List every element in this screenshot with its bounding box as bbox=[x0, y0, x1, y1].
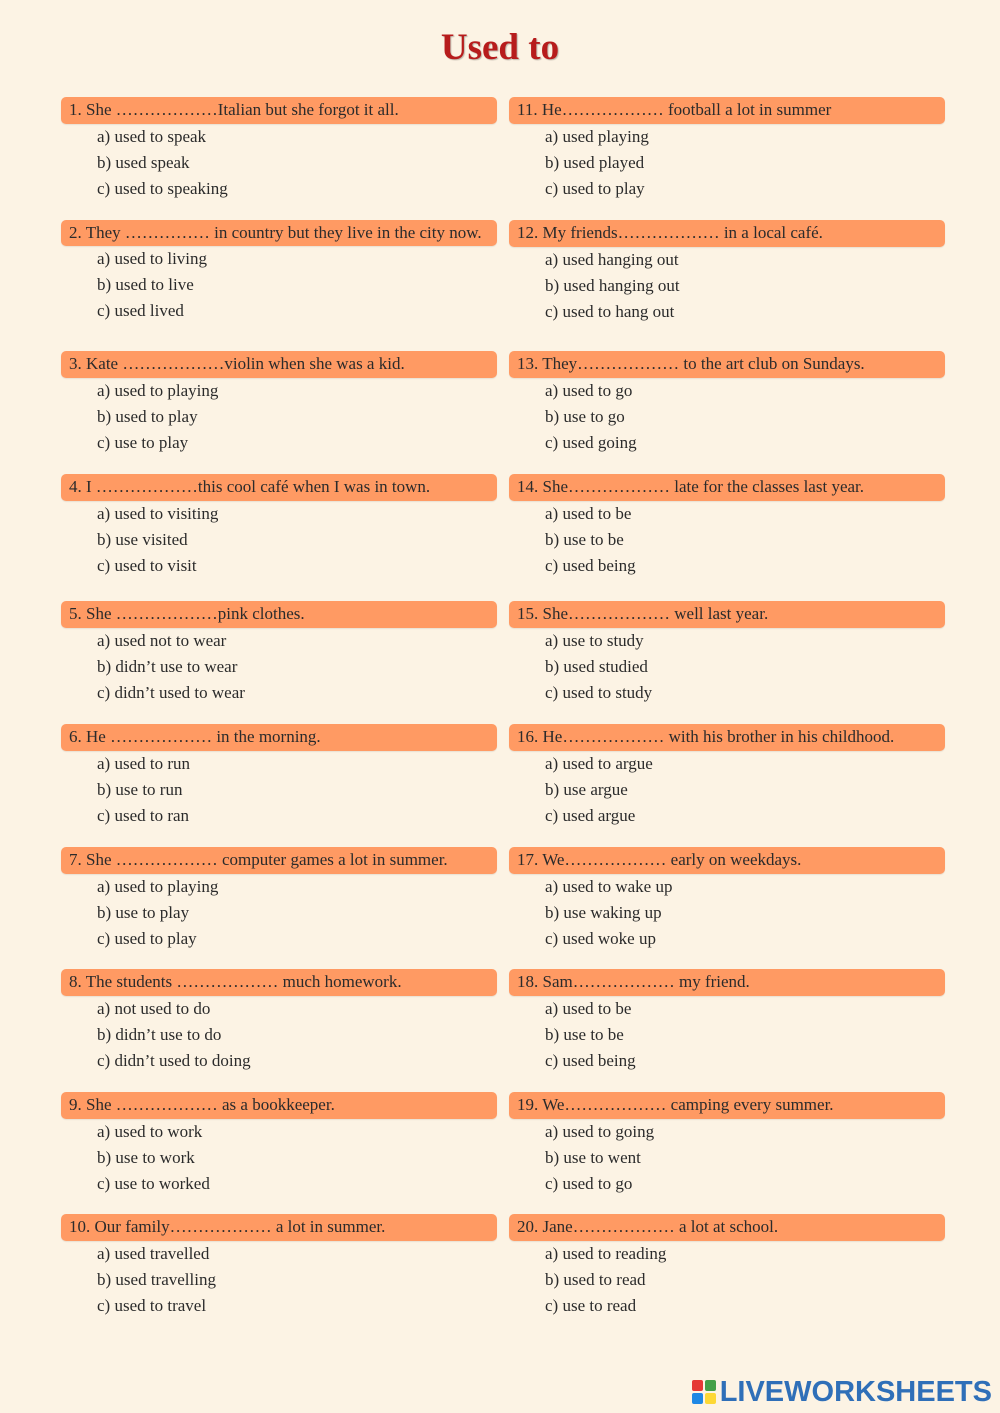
answer-option-b[interactable]: b) didn’t use to do bbox=[97, 1025, 222, 1044]
question-prompt: 17. We……………… early on weekdays. bbox=[509, 847, 945, 874]
question-prompt: 1. She ………………Italian but she forgot it all. bbox=[61, 97, 497, 124]
answer-option-a[interactable]: a) used to speak bbox=[97, 127, 207, 146]
question-16 bbox=[509, 724, 945, 829]
answer-option-b[interactable]: b) used hanging out bbox=[545, 276, 680, 295]
answer-option-b[interactable]: b) use waking up bbox=[545, 903, 662, 922]
answer-option-a[interactable]: a) used to playing bbox=[97, 877, 219, 896]
answer-option-b[interactable]: b) use visited bbox=[97, 530, 188, 549]
question-prompt: 2. They …………… in country but they live in the city now. bbox=[61, 220, 497, 246]
question-prompt: 7. She ……………… computer games a lot in summer. bbox=[61, 847, 497, 874]
question-4 bbox=[61, 474, 497, 579]
question-18 bbox=[509, 969, 945, 1074]
question-prompt: 15. She……………… well last year. bbox=[509, 601, 945, 628]
answer-option-c[interactable]: c) used going bbox=[545, 433, 637, 452]
answer-option-b[interactable]: b) use to be bbox=[545, 530, 624, 549]
answer-option-a[interactable]: a) used to playing bbox=[97, 381, 219, 400]
question-13 bbox=[509, 351, 945, 456]
answer-option-c[interactable]: c) used to travel bbox=[97, 1296, 207, 1315]
answer-option-a[interactable]: a) use to study bbox=[545, 631, 644, 650]
answer-option-b[interactable]: b) use to play bbox=[97, 903, 190, 922]
answer-option-a[interactable]: a) used to go bbox=[545, 381, 633, 400]
answer-option-a[interactable]: a) used playing bbox=[545, 127, 649, 146]
answer-option-b[interactable]: b) didn’t use to wear bbox=[97, 657, 238, 676]
logo-square bbox=[692, 1380, 703, 1391]
question-3 bbox=[61, 351, 497, 456]
question-20 bbox=[509, 1214, 945, 1319]
answer-option-c[interactable]: c) used being bbox=[545, 556, 636, 575]
logo-square bbox=[692, 1393, 703, 1404]
answer-option-b[interactable]: b) used to read bbox=[545, 1270, 646, 1289]
answer-option-c[interactable]: c) use to worked bbox=[97, 1174, 210, 1193]
question-prompt: 8. The students ……………… much homework. bbox=[61, 969, 497, 996]
answer-option-a[interactable]: a) used to going bbox=[545, 1122, 655, 1141]
question-15 bbox=[509, 601, 945, 706]
worksheet-title: Used to bbox=[440, 27, 560, 68]
answer-option-c[interactable]: c) use to read bbox=[545, 1296, 637, 1315]
answer-option-c[interactable]: c) use to play bbox=[97, 433, 189, 452]
question-12 bbox=[509, 220, 945, 325]
answer-option-b[interactable]: b) used studied bbox=[545, 657, 648, 676]
question-17 bbox=[509, 847, 945, 952]
question-10 bbox=[61, 1214, 497, 1319]
answer-option-a[interactable]: a) used to work bbox=[97, 1122, 203, 1141]
answer-option-c[interactable]: c) used to visit bbox=[97, 556, 197, 575]
liveworksheets-logo-icon bbox=[692, 1380, 716, 1404]
answer-option-a[interactable]: a) used to run bbox=[97, 754, 191, 773]
question-11 bbox=[509, 97, 945, 202]
answer-option-b[interactable]: b) use argue bbox=[545, 780, 628, 799]
question-prompt: 16. He……………… with his brother in his childhood. bbox=[509, 724, 945, 751]
answer-option-b[interactable]: b) use to be bbox=[545, 1025, 624, 1044]
answer-option-a[interactable]: a) used to living bbox=[97, 249, 208, 268]
answer-option-c[interactable]: c) used lived bbox=[97, 301, 184, 320]
answer-option-b[interactable]: b) use to go bbox=[545, 407, 625, 426]
answer-option-c[interactable]: c) used to ran bbox=[97, 806, 190, 825]
answer-option-a[interactable]: a) not used to do bbox=[97, 999, 211, 1018]
question-prompt: 11. He……………… football a lot in summer bbox=[509, 97, 945, 124]
question-prompt: 20. Jane……………… a lot at school. bbox=[509, 1214, 945, 1241]
answer-option-c[interactable]: c) used to play bbox=[545, 179, 645, 198]
answer-option-c[interactable]: c) didn’t used to doing bbox=[97, 1051, 251, 1070]
question-prompt: 5. She ………………pink clothes. bbox=[61, 601, 497, 628]
answer-option-b[interactable]: b) used to live bbox=[97, 275, 194, 294]
answer-option-b[interactable]: b) used to play bbox=[97, 407, 198, 426]
answer-option-b[interactable]: b) used played bbox=[545, 153, 645, 172]
question-9 bbox=[61, 1092, 497, 1197]
question-prompt: 13. They……………… to the art club on Sundays. bbox=[509, 351, 945, 378]
answer-option-a[interactable]: a) used to visiting bbox=[97, 504, 219, 523]
question-14 bbox=[509, 474, 945, 579]
answer-option-b[interactable]: b) use to run bbox=[97, 780, 183, 799]
answer-option-c[interactable]: c) used to go bbox=[545, 1174, 633, 1193]
question-5 bbox=[61, 601, 497, 706]
question-prompt: 10. Our family……………… a lot in summer. bbox=[61, 1214, 497, 1241]
question-prompt: 9. She ……………… as a bookkeeper. bbox=[61, 1092, 497, 1119]
answer-option-c[interactable]: c) didn’t used to wear bbox=[97, 683, 245, 702]
question-8 bbox=[61, 969, 497, 1074]
answer-option-c[interactable]: c) used to hang out bbox=[545, 302, 675, 321]
answer-option-a[interactable]: a) used to be bbox=[545, 999, 632, 1018]
answer-option-a[interactable]: a) used to wake up bbox=[545, 877, 673, 896]
answer-option-c[interactable]: c) used to study bbox=[545, 683, 653, 702]
question-prompt: 3. Kate ………………violin when she was a kid. bbox=[61, 351, 497, 378]
question-6 bbox=[61, 724, 497, 829]
question-2 bbox=[61, 220, 497, 324]
question-19 bbox=[509, 1092, 945, 1197]
answer-option-a[interactable]: a) used hanging out bbox=[545, 250, 679, 269]
answer-option-c[interactable]: c) used to speaking bbox=[97, 179, 228, 198]
question-1 bbox=[61, 97, 497, 202]
answer-option-b[interactable]: b) use to went bbox=[545, 1148, 641, 1167]
question-prompt: 12. My friends……………… in a local café. bbox=[509, 220, 945, 247]
answer-option-b[interactable]: b) use to work bbox=[97, 1148, 195, 1167]
answer-option-a[interactable]: a) used to be bbox=[545, 504, 632, 523]
answer-option-c[interactable]: c) used argue bbox=[545, 806, 636, 825]
question-prompt: 18. Sam……………… my friend. bbox=[509, 969, 945, 996]
question-prompt: 14. She……………… late for the classes last year. bbox=[509, 474, 945, 501]
answer-option-a[interactable]: a) used travelled bbox=[97, 1244, 210, 1263]
logo-square bbox=[705, 1380, 716, 1391]
answer-option-a[interactable]: a) used not to wear bbox=[97, 631, 227, 650]
answer-option-a[interactable]: a) used to argue bbox=[545, 754, 653, 773]
question-prompt: 4. I ………………this cool café when I was in town. bbox=[61, 474, 497, 501]
question-prompt: 19. We……………… camping every summer. bbox=[509, 1092, 945, 1119]
question-7 bbox=[61, 847, 497, 952]
liveworksheets-logo[interactable] bbox=[692, 1377, 992, 1407]
question-prompt: 6. He ……………… in the morning. bbox=[61, 724, 497, 751]
answer-option-b[interactable]: b) used speak bbox=[97, 153, 190, 172]
answer-option-c[interactable]: c) used to play bbox=[97, 929, 197, 948]
answer-option-c[interactable]: c) used being bbox=[545, 1051, 636, 1070]
logo-square bbox=[705, 1393, 716, 1404]
logo-text: LIVEWORKSHEETS bbox=[719, 1375, 992, 1408]
answer-option-b[interactable]: b) used travelling bbox=[97, 1270, 216, 1289]
answer-option-a[interactable]: a) used to reading bbox=[545, 1244, 667, 1263]
answer-option-c[interactable]: c) used woke up bbox=[545, 929, 656, 948]
